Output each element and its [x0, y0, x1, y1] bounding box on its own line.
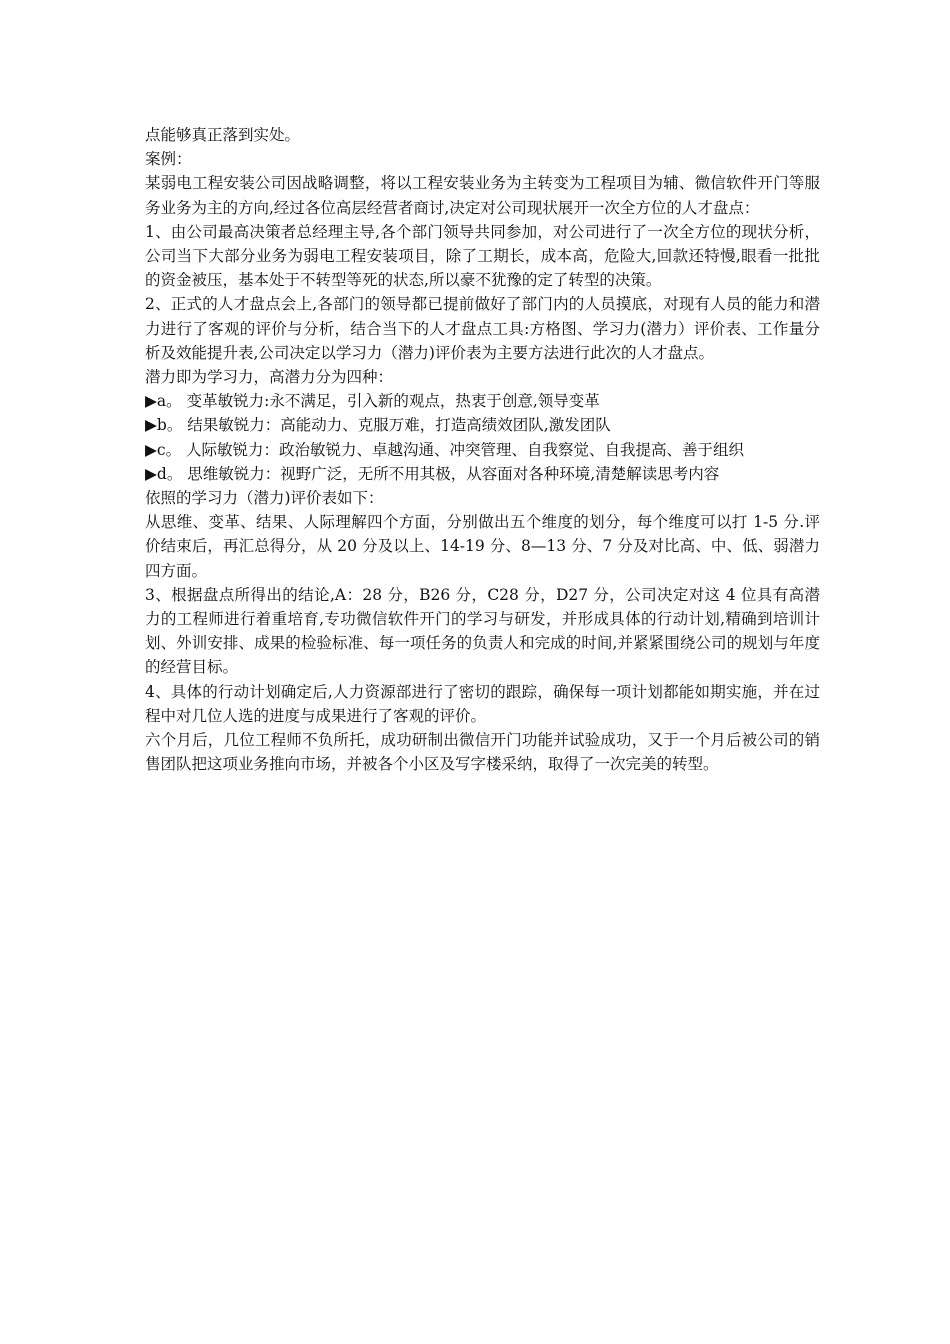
paragraph-case-heading: 案例：: [145, 150, 192, 169]
paragraph-outcome: 六个月后，几位工程师不负所托，成功研制出微信开门功能并试验成功，又于一个月后被公司的销售团队把这项业务推向市场，并被各个小区及写字楼采纳，取得了一次完美的转型。: [145, 731, 820, 774]
bullet-text: 人际敏锐力：政治敏锐力、卓越沟通、冲突管理、自我察觉、自我提高、善于组织: [186, 440, 745, 459]
bullet-text: 思维敏锐力：视野广泛，无所不用其极，从容面对各种环境,清楚解读思考内容: [187, 464, 720, 483]
paragraph-step-4: 4、具体的行动计划确定后,人力资源部进行了密切的跟踪，确保每一项计划都能如期实施，并在过程中对几位人选的进度与成果进行了客观的评价。: [145, 682, 820, 725]
paragraph-step-2: 2、正式的人才盘点会上,各部门的领导都已提前做好了部门内的人员摸底，对现有人员的能力和潜力进行了客观的评价与分析，结合当下的人才盘点工具:方格图、学习力(潜力）评价表、工作量分析及效能提升表,公司决定以学习力（潜力)评价表为主要方法进行此次的人才盘点。: [145, 295, 820, 362]
paragraph-evaluation-heading: 依照的学习力（潜力)评价表如下：: [145, 489, 384, 508]
bullet-text: 变革敏锐力:永不满足，引入新的观点，热衷于创意,领导变革: [186, 392, 600, 411]
bullet-marker: ▶c。: [145, 440, 187, 459]
bullet-marker: ▶a。: [145, 392, 187, 411]
document-page: [145, 123, 820, 776]
paragraph-evaluation-method: 从思维、变革、结果、人际理解四个方面，分别做出五个维度的划分，每个维度可以打 1-5 分.评价结束后，再汇总得分，从 20 分及以上、14-19 分、8—13 分、7 分及对比高、中、低、弱潜力四方面。: [145, 513, 820, 580]
paragraph-case-background: 某弱电工程安装公司因战略调整，将以工程安装业务为主转变为工程项目为辅、微信软件开门等服务业务为主的方向,经过各位高层经营者商讨,决定对公司现状展开一次全方位的人才盘点：: [145, 174, 820, 217]
bullet-item-a: [145, 389, 820, 413]
bullet-item-b: [145, 413, 820, 437]
paragraph-intro-tail: 点能够真正落到实处。: [145, 126, 301, 144]
bullet-marker: ▶d。: [145, 464, 188, 483]
bullet-item-c: [145, 438, 820, 462]
bullet-text: 结果敏锐力：高能动力、克服万难，打造高绩效团队,激发团队: [187, 416, 611, 435]
paragraph-step-1: 1、由公司最高决策者总经理主导,各个部门领导共同参加，对公司进行了一次全方位的现状分析，公司当下大部分业务为弱电工程安装项目，除了工期长，成本高，危险大,回款还特慢,眼看一批批的资金被压，基本处于不转型等死的状态,所以豪不犹豫的定了转型的决策。: [145, 222, 820, 290]
paragraph-potential-types: 潜力即为学习力，高潜力分为四种：: [145, 368, 394, 387]
bullet-item-d: [145, 462, 820, 486]
paragraph-step-3: 3、根据盘点所得出的结论,A：28 分，B26 分，C28 分，D27 分，公司决定对这 4 位具有高潜力的工程师进行着重培育,专功微信软件开门的学习与研发，并形成具体的行动计划,精确到培训计划、外训安排、成果的检验标准、每一项任务的负责人和完成的时间,并紧紧围绕公司的规划与年度的经营目标。: [145, 585, 820, 677]
bullet-marker: ▶b。: [145, 416, 188, 435]
